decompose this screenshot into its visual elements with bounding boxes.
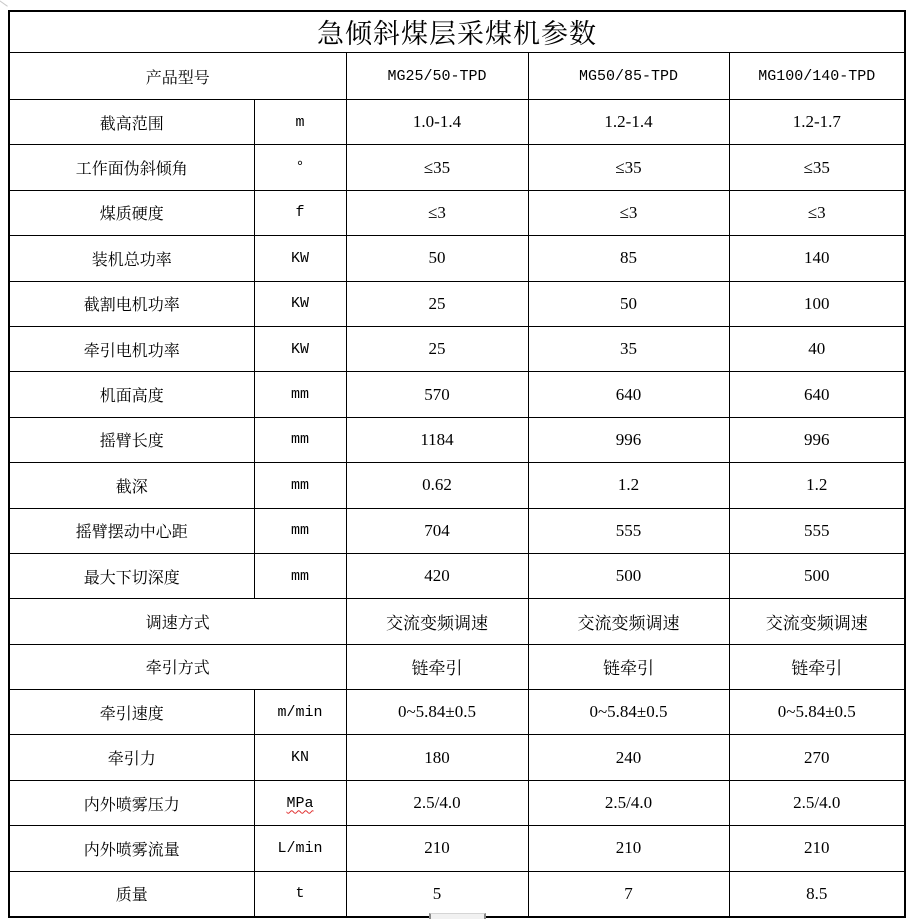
model-column-header: MG25/50-TPD (346, 53, 528, 100)
param-name-cell: 内外喷雾流量 (9, 826, 254, 871)
param-name-cell: 牵引方式 (9, 644, 346, 689)
value-cell: 40 (729, 326, 905, 371)
unit-cell: ° (254, 145, 346, 190)
unit-cell: t (254, 871, 346, 916)
value-cell: 50 (346, 236, 528, 281)
unit-cell: mm (254, 417, 346, 462)
param-name-cell: 牵引力 (9, 735, 254, 780)
table-row (9, 871, 905, 916)
table-row (9, 735, 905, 780)
table-row (9, 326, 905, 371)
unit-cell: mm (254, 553, 346, 598)
unit-cell: L/min (254, 826, 346, 871)
model-column-header: MG50/85-TPD (528, 53, 729, 100)
param-name-cell: 截深 (9, 463, 254, 508)
value-cell: 35 (528, 326, 729, 371)
unit-cell: mm (254, 372, 346, 417)
param-name-cell: 机面高度 (9, 372, 254, 417)
unit-cell: m/min (254, 690, 346, 735)
value-cell: 5 (346, 871, 528, 916)
unit-cell: KW (254, 281, 346, 326)
value-cell: ≤35 (346, 145, 528, 190)
value-cell: 0.62 (346, 463, 528, 508)
screenshot-corner-artifact (0, 0, 8, 7)
value-cell: 7 (528, 871, 729, 916)
value-cell: 140 (729, 236, 905, 281)
header-product-model-label: 产品型号 (9, 53, 346, 100)
value-cell: 500 (729, 553, 905, 598)
table-row (9, 417, 905, 462)
value-cell: 240 (528, 735, 729, 780)
param-name-cell: 截割电机功率 (9, 281, 254, 326)
value-cell: 996 (729, 417, 905, 462)
value-cell: 1.2-1.4 (528, 100, 729, 145)
param-name-cell: 牵引电机功率 (9, 326, 254, 371)
value-cell: 0~5.84±0.5 (528, 690, 729, 735)
value-cell: 270 (729, 735, 905, 780)
table-row (9, 553, 905, 598)
param-name-cell: 牵引速度 (9, 690, 254, 735)
value-cell: 0~5.84±0.5 (346, 690, 528, 735)
table-row (9, 372, 905, 417)
unit-cell: KW (254, 326, 346, 371)
table-row (9, 100, 905, 145)
param-name-cell: 截高范围 (9, 100, 254, 145)
value-cell: 570 (346, 372, 528, 417)
value-cell: 420 (346, 553, 528, 598)
value-cell: 25 (346, 326, 528, 371)
unit-cell: mm (254, 508, 346, 553)
unit-cell: f (254, 190, 346, 235)
table-row (9, 145, 905, 190)
value-cell: 交流变频调速 (346, 599, 528, 644)
value-cell: ≤3 (528, 190, 729, 235)
table-row (9, 644, 905, 689)
table-row (9, 281, 905, 326)
value-cell: 2.5/4.0 (729, 780, 905, 825)
table-row (9, 780, 905, 825)
value-cell: 180 (346, 735, 528, 780)
shearer-spec-table (8, 10, 906, 918)
value-cell: 1.2 (729, 463, 905, 508)
value-cell: ≤3 (346, 190, 528, 235)
unit-cell: m (254, 100, 346, 145)
value-cell: 1184 (346, 417, 528, 462)
table-row (9, 508, 905, 553)
value-cell: 交流变频调速 (729, 599, 905, 644)
value-cell: 1.0-1.4 (346, 100, 528, 145)
value-cell: 640 (528, 372, 729, 417)
value-cell: 2.5/4.0 (528, 780, 729, 825)
value-cell: 210 (528, 826, 729, 871)
value-cell: ≤3 (729, 190, 905, 235)
value-cell: 210 (346, 826, 528, 871)
value-cell: 50 (528, 281, 729, 326)
value-cell: 交流变频调速 (528, 599, 729, 644)
unit-cell: MPa (254, 780, 346, 825)
value-cell: 640 (729, 372, 905, 417)
value-cell: 555 (528, 508, 729, 553)
param-name-cell: 质量 (9, 871, 254, 916)
value-cell: ≤35 (729, 145, 905, 190)
param-name-cell: 装机总功率 (9, 236, 254, 281)
value-cell: 500 (528, 553, 729, 598)
table-row (9, 826, 905, 871)
value-cell: 1.2 (528, 463, 729, 508)
table-row (9, 190, 905, 235)
table-title: 急倾斜煤层采煤机参数 (9, 11, 905, 53)
value-cell: 25 (346, 281, 528, 326)
param-name-cell: 最大下切深度 (9, 553, 254, 598)
unit-cell: KN (254, 735, 346, 780)
table-row (9, 236, 905, 281)
value-cell: 210 (729, 826, 905, 871)
param-name-cell: 工作面伪斜倾角 (9, 145, 254, 190)
model-column-header: MG100/140-TPD (729, 53, 905, 100)
value-cell: 996 (528, 417, 729, 462)
value-cell: 链牵引 (528, 644, 729, 689)
table-title-row (9, 11, 905, 53)
value-cell: 8.5 (729, 871, 905, 916)
table-row (9, 463, 905, 508)
value-cell: 2.5/4.0 (346, 780, 528, 825)
table-header-row (9, 53, 905, 100)
value-cell: 1.2-1.7 (729, 100, 905, 145)
param-name-cell: 内外喷雾压力 (9, 780, 254, 825)
param-name-cell: 煤质硬度 (9, 190, 254, 235)
param-name-cell: 摇臂长度 (9, 417, 254, 462)
value-cell: 555 (729, 508, 905, 553)
param-name-cell: 调速方式 (9, 599, 346, 644)
value-cell: 链牵引 (729, 644, 905, 689)
table-row (9, 690, 905, 735)
unit-cell: mm (254, 463, 346, 508)
value-cell: 链牵引 (346, 644, 528, 689)
unit-cell: KW (254, 236, 346, 281)
value-cell: 100 (729, 281, 905, 326)
partial-next-table-fragment (429, 913, 486, 919)
value-cell: ≤35 (528, 145, 729, 190)
param-name-cell: 摇臂摆动中心距 (9, 508, 254, 553)
value-cell: 85 (528, 236, 729, 281)
value-cell: 704 (346, 508, 528, 553)
table-row (9, 599, 905, 644)
value-cell: 0~5.84±0.5 (729, 690, 905, 735)
